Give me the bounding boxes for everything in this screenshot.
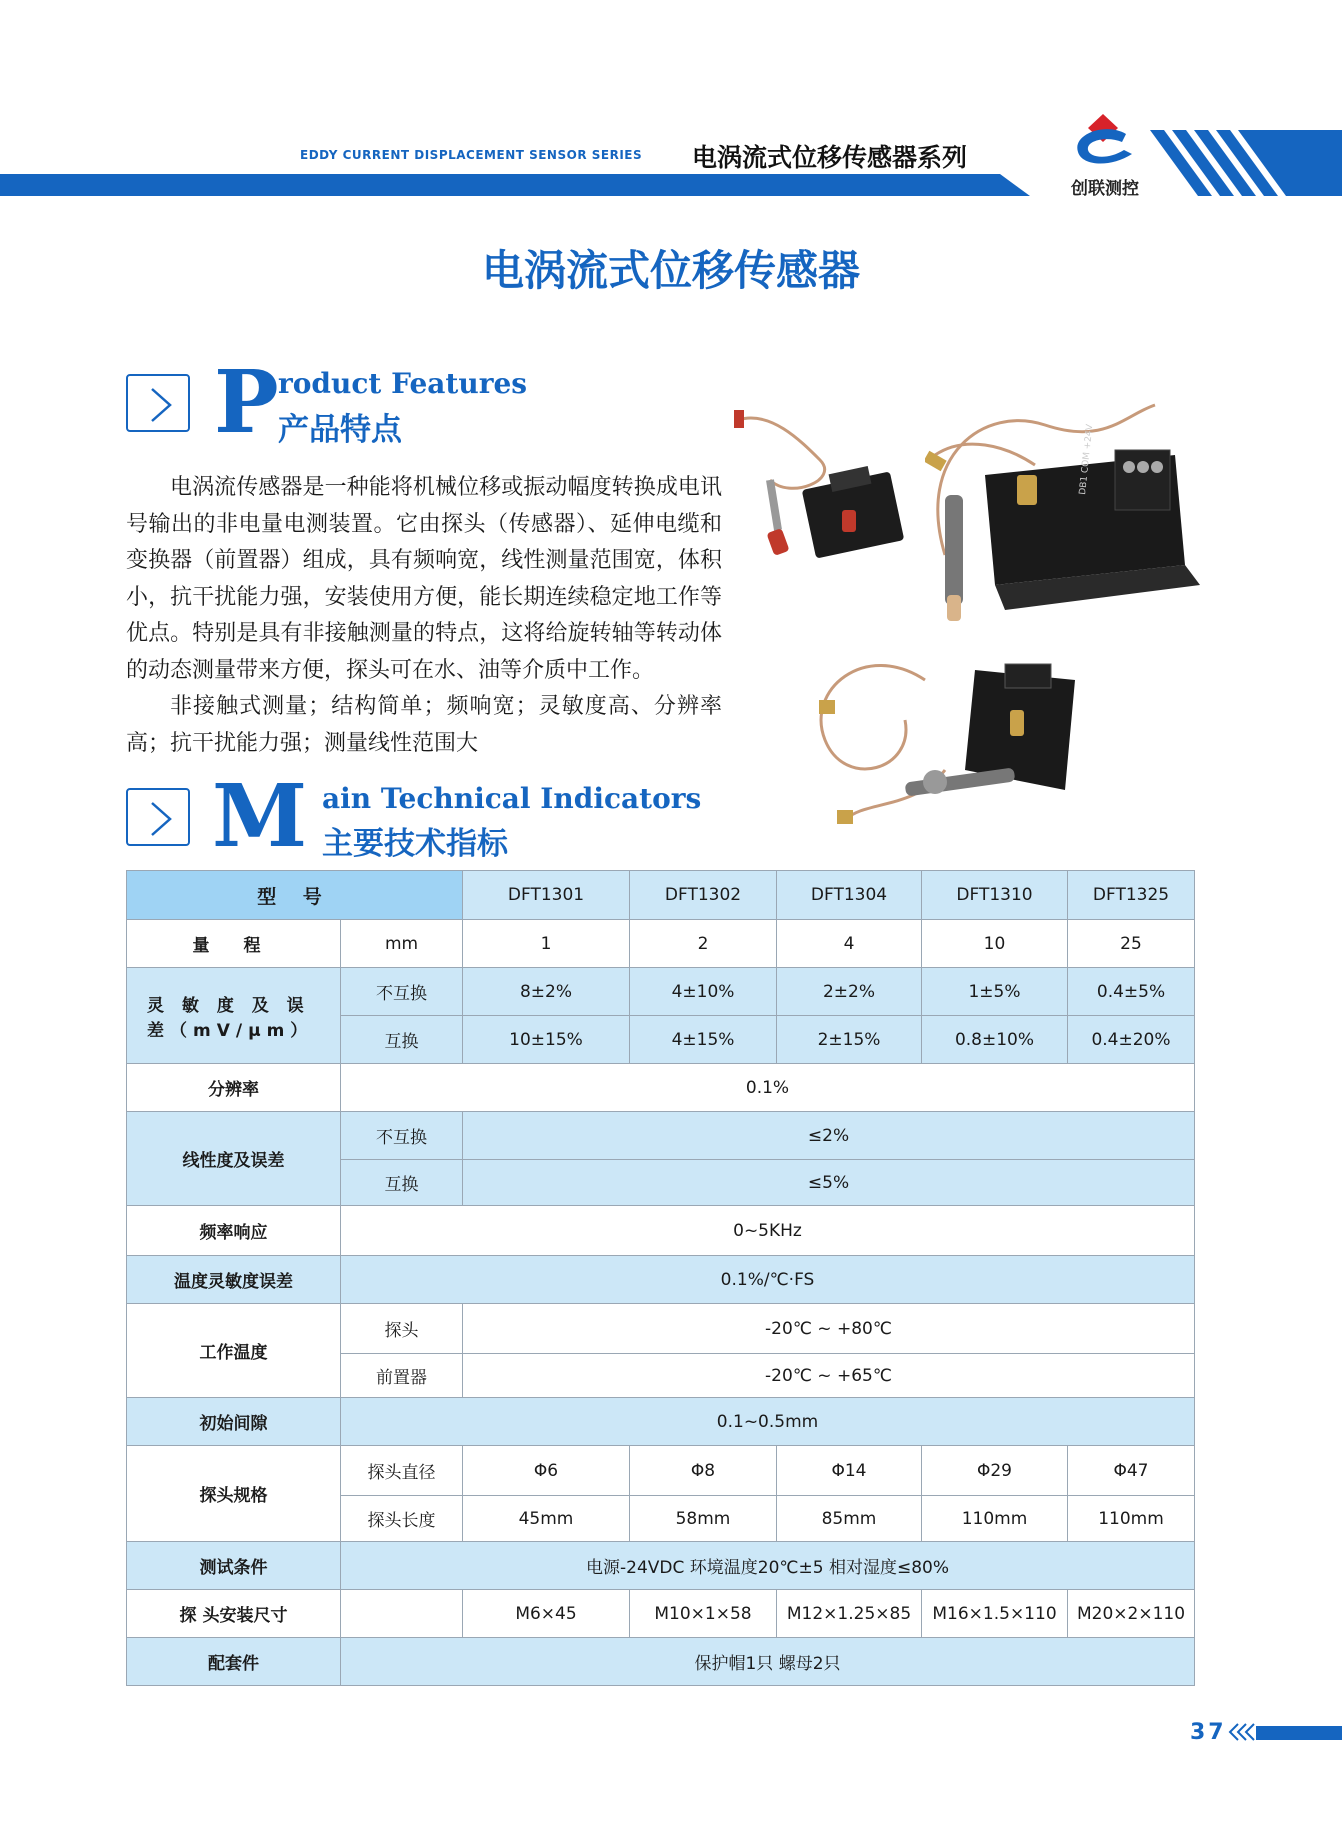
probe-spec-label: 探头规格 [127, 1446, 341, 1542]
non-interchange-label: 不互换 [341, 968, 463, 1016]
footer-arrows-icon [1228, 1722, 1258, 1742]
length-cell: 85mm [777, 1496, 922, 1542]
frequency-value: 0~5KHz [341, 1206, 1195, 1256]
series-english: EDDY CURRENT DISPLACEMENT SENSOR SERIES [300, 148, 643, 162]
work-temp-label: 工作温度 [127, 1304, 341, 1398]
photo-terminal-label: DB1 COM +24V [1078, 423, 1096, 496]
table-row-temp-sensitivity [127, 1256, 1195, 1304]
preamp-label: 前置器 [341, 1354, 463, 1398]
test-label: 测试条件 [127, 1542, 341, 1590]
table-row-diameter [127, 1446, 1195, 1496]
linearity-int-value: ≤5% [463, 1160, 1195, 1206]
model-cell: DFT1304 [777, 871, 922, 920]
indicators-title-en: ain Technical Indicators [322, 782, 702, 815]
table-row-model [127, 871, 1195, 920]
sensitivity-cell: 4±15% [630, 1016, 777, 1064]
model-cell: DFT1301 [463, 871, 630, 920]
diameter-cell: Φ6 [463, 1446, 630, 1496]
diameter-cell: Φ8 [630, 1446, 777, 1496]
gap-value: 0.1~0.5mm [341, 1398, 1195, 1446]
range-label: 量 程 [127, 920, 341, 968]
brand-logo-icon [1066, 112, 1140, 172]
length-cell: 110mm [922, 1496, 1068, 1542]
footer-band [1256, 1726, 1342, 1740]
mount-cell: M16×1.5×110 [922, 1590, 1068, 1638]
accessories-value: 保护帽1只 螺母2只 [341, 1638, 1195, 1686]
mount-cell: M6×45 [463, 1590, 630, 1638]
features-para-2: 非接触式测量；结构简单；频响宽；灵敏度高、分辨率高；抗干扰能力强；测量线性范围大 [126, 694, 722, 756]
accessories-label: 配套件 [127, 1638, 341, 1686]
product-photo-1 [730, 400, 910, 580]
interchange-label: 互换 [341, 1016, 463, 1064]
range-cell: 4 [777, 920, 922, 968]
indicators-title-cn: 主要技术指标 [322, 826, 508, 862]
diameter-label: 探头直径 [341, 1446, 463, 1496]
range-cell: 10 [922, 920, 1068, 968]
chevron-right-icon [140, 799, 180, 839]
gap-label: 初始间隙 [127, 1398, 341, 1446]
preamp-temp-value: -20℃ ~ +65℃ [463, 1354, 1195, 1398]
product-photo-3 [805, 650, 1075, 830]
sensitivity-cell: 10±15% [463, 1016, 630, 1064]
table-row-accessories [127, 1638, 1195, 1686]
series-chinese: 电涡流式位移传感器系列 [692, 143, 968, 172]
range-cell: 1 [463, 920, 630, 968]
table-row-linearity-non [127, 1112, 1195, 1160]
table-row-resolution [127, 1064, 1195, 1112]
mount-cell: M10×1×58 [630, 1590, 777, 1638]
indicators-section-box [126, 788, 190, 846]
length-cell: 58mm [630, 1496, 777, 1542]
model-cell: DFT1302 [630, 871, 777, 920]
sensitivity-cell: 0.4±5% [1068, 968, 1195, 1016]
probe-label: 探头 [341, 1304, 463, 1354]
header-stripes [1150, 130, 1342, 196]
interchange-label: 互换 [341, 1160, 463, 1206]
resolution-label: 分辨率 [127, 1064, 341, 1112]
model-label: 型 号 [127, 871, 463, 920]
mount-cell: M20×2×110 [1068, 1590, 1195, 1638]
sensitivity-cell: 8±2% [463, 968, 630, 1016]
diameter-cell: Φ14 [777, 1446, 922, 1496]
diameter-cell: Φ29 [922, 1446, 1068, 1496]
page-number: 37 [1190, 1720, 1227, 1745]
linearity-label: 线性度及误差 [127, 1112, 341, 1206]
non-interchange-label: 不互换 [341, 1112, 463, 1160]
diameter-cell: Φ47 [1068, 1446, 1195, 1496]
table-row-mount [127, 1590, 1195, 1638]
resolution-value: 0.1% [341, 1064, 1195, 1112]
table-row-work-temp-probe [127, 1304, 1195, 1354]
test-value: 电源-24VDC 环境温度20℃±5 相对湿度≤80% [341, 1542, 1195, 1590]
features-para-1: 电涡流传感器是一种能将机械位移或振动幅度转换成电讯号输出的非电量电测装置。它由探头（传感器）、延伸电缆和变换器（前置器）组成，具有频响宽，线性测量范围宽，体积小，抗干扰能力强，安装使用方便，能长期连续稳定地工作等优点。特别是具有非接触测量的特点，这将给旋转轴等转动体的动态测量带来方便，探头可在水、油等介质中工作。 [126, 475, 722, 683]
spec-table [126, 870, 1195, 1686]
features-section-box [126, 374, 190, 432]
features-title-en: roduct Features [278, 367, 528, 400]
chevron-right-icon [140, 385, 180, 425]
product-photo-2 [925, 395, 1215, 625]
temp-sensitivity-value: 0.1%/℃·FS [341, 1256, 1195, 1304]
page-title: 电涡流式位移传感器 [481, 246, 860, 295]
sensitivity-cell: 2±15% [777, 1016, 922, 1064]
features-big-letter: P [214, 352, 279, 453]
model-cell: DFT1310 [922, 871, 1068, 920]
sensitivity-cell: 0.8±10% [922, 1016, 1068, 1064]
table-row-gap [127, 1398, 1195, 1446]
frequency-label: 频率响应 [127, 1206, 341, 1256]
indicators-big-letter: M [212, 766, 308, 867]
table-row-range [127, 920, 1195, 968]
length-label: 探头长度 [341, 1496, 463, 1542]
table-row-test [127, 1542, 1195, 1590]
sensitivity-cell: 2±2% [777, 968, 922, 1016]
header-band [0, 174, 1030, 196]
sensitivity-label: 灵 敏 度 及 误 差（mV/μm） [127, 968, 341, 1064]
brand-name: 创联测控 [1071, 179, 1139, 199]
sensitivity-cell: 0.4±20% [1068, 1016, 1195, 1064]
mount-empty [341, 1590, 463, 1638]
range-unit: mm [341, 920, 463, 968]
length-cell: 110mm [1068, 1496, 1195, 1542]
linearity-non-value: ≤2% [463, 1112, 1195, 1160]
features-title-cn: 产品特点 [278, 412, 402, 448]
length-cell: 45mm [463, 1496, 630, 1542]
mount-cell: M12×1.25×85 [777, 1590, 922, 1638]
table-row-frequency [127, 1206, 1195, 1256]
table-row-sensitivity-non [127, 968, 1195, 1016]
mount-label: 探 头安装尺寸 [127, 1590, 341, 1638]
range-cell: 25 [1068, 920, 1195, 968]
features-paragraph [126, 470, 722, 762]
range-cell: 2 [630, 920, 777, 968]
model-cell: DFT1325 [1068, 871, 1195, 920]
sensitivity-cell: 4±10% [630, 968, 777, 1016]
sensitivity-cell: 1±5% [922, 968, 1068, 1016]
probe-temp-value: -20℃ ~ +80℃ [463, 1304, 1195, 1354]
temp-sensitivity-label: 温度灵敏度误差 [127, 1256, 341, 1304]
